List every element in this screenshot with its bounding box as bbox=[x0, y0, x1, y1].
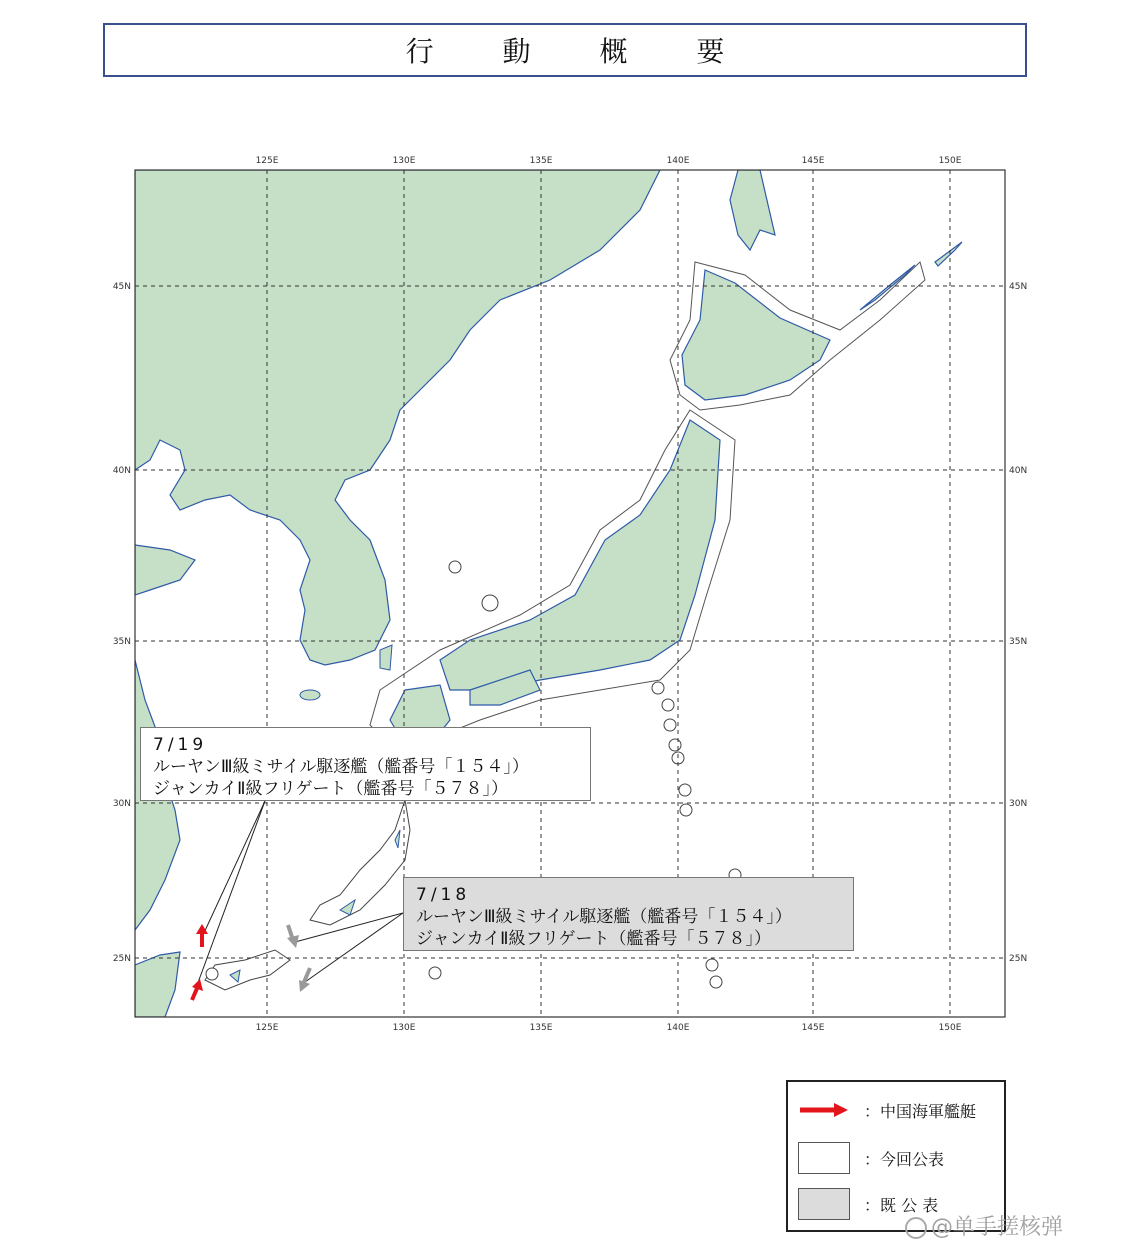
lon-label-top: 150E bbox=[938, 156, 962, 166]
lon-label-bottom: 140E bbox=[666, 1023, 690, 1033]
red-arrow-icon bbox=[798, 1100, 850, 1120]
lat-label-left: 35N bbox=[112, 637, 131, 647]
lat-label-left: 40N bbox=[112, 466, 131, 476]
lon-label-bottom: 125E bbox=[255, 1023, 279, 1033]
callout-jul18 bbox=[403, 877, 854, 951]
legend-row-navy bbox=[798, 1094, 976, 1126]
lon-label-bottom: 130E bbox=[392, 1023, 416, 1033]
legend-row-this-time bbox=[798, 1142, 944, 1174]
lat-label-left: 30N bbox=[112, 799, 131, 809]
yonaguni bbox=[206, 968, 218, 980]
ulleungdo bbox=[449, 561, 461, 573]
lat-label-right: 35N bbox=[1009, 637, 1028, 647]
jeju bbox=[300, 690, 320, 700]
izu-island bbox=[662, 699, 674, 711]
lon-label-top: 135E bbox=[529, 156, 553, 166]
izu-island bbox=[664, 719, 676, 731]
bonin-island bbox=[680, 804, 692, 816]
callout-ship-frigate: ジャンカイⅡ級フリゲート（艦番号「５７８」） bbox=[153, 779, 508, 799]
callout-ship-destroyer: ルーヤンⅢ級ミサイル駆逐艦（艦番号「１５４」） bbox=[416, 907, 792, 927]
bonin-island bbox=[706, 959, 718, 971]
izu-island bbox=[669, 739, 681, 751]
lat-label-right: 30N bbox=[1009, 799, 1028, 809]
gray-swatch bbox=[798, 1188, 850, 1220]
lat-label-left: 25N bbox=[112, 954, 131, 964]
lon-label-bottom: 145E bbox=[801, 1023, 825, 1033]
legend-label-previous: ：既 公 表 bbox=[864, 1195, 939, 1215]
lon-label-top: 130E bbox=[392, 156, 416, 166]
lon-label-bottom: 135E bbox=[529, 1023, 553, 1033]
daito-island bbox=[429, 967, 441, 979]
callout-ship-destroyer: ルーヤンⅢ級ミサイル駆逐艦（艦番号「１５４」） bbox=[153, 757, 529, 777]
lat-label-left: 45N bbox=[112, 282, 131, 292]
lat-label-right: 40N bbox=[1009, 466, 1028, 476]
izu-island bbox=[652, 682, 664, 694]
lon-label-top: 140E bbox=[666, 156, 690, 166]
watermark bbox=[905, 1210, 1063, 1241]
lon-label-top: 125E bbox=[255, 156, 279, 166]
white-swatch bbox=[798, 1142, 850, 1174]
legend-label-this-time: ：今回公表 bbox=[864, 1149, 945, 1169]
lon-label-top: 145E bbox=[801, 156, 825, 166]
bonin-island bbox=[710, 976, 722, 988]
tsushima bbox=[380, 645, 392, 670]
callout-date: 7/18 bbox=[416, 885, 471, 905]
callout-date: 7/19 bbox=[153, 735, 208, 755]
page-title: 行 動 概 要 bbox=[103, 23, 1027, 77]
lat-label-right: 45N bbox=[1009, 282, 1028, 292]
bonin-island bbox=[679, 784, 691, 796]
legend-label-navy: ：中国海軍艦艇 bbox=[864, 1101, 977, 1121]
callout-jul19 bbox=[140, 727, 591, 801]
weibo-icon bbox=[905, 1217, 927, 1239]
lon-label-bottom: 150E bbox=[938, 1023, 962, 1033]
oki-islands bbox=[482, 595, 498, 611]
callout-ship-frigate: ジャンカイⅡ級フリゲート（艦番号「５７８」） bbox=[416, 929, 771, 949]
lat-label-right: 25N bbox=[1009, 954, 1028, 964]
watermark-text: @单手搓核弹 bbox=[931, 1215, 1064, 1240]
